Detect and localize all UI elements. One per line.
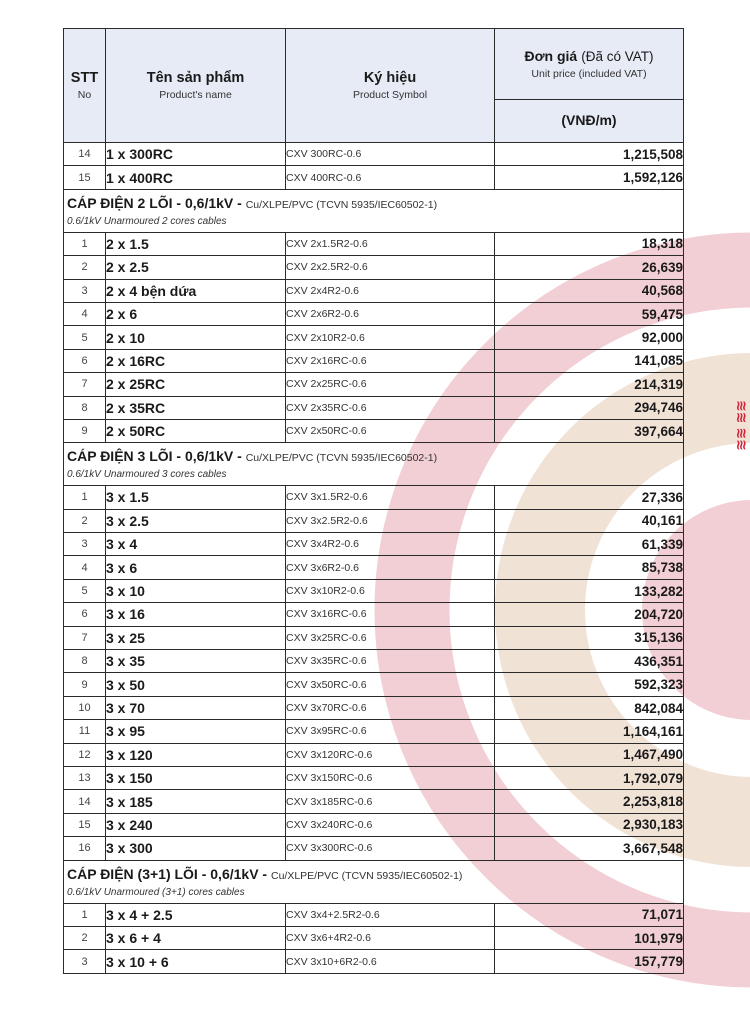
row-unit-price: 85,738 bbox=[495, 556, 684, 579]
row-stt: 10 bbox=[64, 696, 106, 719]
table-row bbox=[64, 533, 684, 556]
row-stt: 13 bbox=[64, 766, 106, 789]
row-unit-price: 294,746 bbox=[495, 396, 684, 419]
row-product-symbol: CXV 3x2.5R2-0.6 bbox=[286, 509, 495, 532]
table-row bbox=[64, 950, 684, 973]
header-unit bbox=[495, 100, 684, 143]
header-stt-label: STT bbox=[70, 70, 99, 86]
row-stt: 5 bbox=[64, 579, 106, 602]
row-product-symbol: CXV 2x35RC-0.6 bbox=[286, 396, 495, 419]
table-row bbox=[64, 396, 684, 419]
row-product-symbol: CXV 3x300RC-0.6 bbox=[286, 837, 495, 860]
row-product-symbol: CXV 3x6+4R2-0.6 bbox=[286, 926, 495, 949]
row-product-symbol: CXV 3x10R2-0.6 bbox=[286, 579, 495, 602]
row-stt: 7 bbox=[64, 373, 106, 396]
row-product-name: 3 x 4 bbox=[106, 533, 286, 556]
row-product-symbol: CXV 3x70RC-0.6 bbox=[286, 696, 495, 719]
row-stt: 7 bbox=[64, 626, 106, 649]
row-stt: 14 bbox=[64, 143, 106, 166]
header-name-sub: Product's name bbox=[159, 89, 232, 101]
table-row bbox=[64, 256, 684, 279]
row-product-name: 3 x 35 bbox=[106, 650, 286, 673]
row-unit-price: 141,085 bbox=[495, 349, 684, 372]
row-product-name: 3 x 95 bbox=[106, 720, 286, 743]
table-row bbox=[64, 813, 684, 836]
table-row bbox=[64, 279, 684, 302]
row-unit-price: 204,720 bbox=[495, 603, 684, 626]
row-product-name: 3 x 240 bbox=[106, 813, 286, 836]
table-row bbox=[64, 556, 684, 579]
row-product-name: 2 x 35RC bbox=[106, 396, 286, 419]
row-unit-price: 592,323 bbox=[495, 673, 684, 696]
row-unit-price: 214,319 bbox=[495, 373, 684, 396]
section-header bbox=[64, 443, 684, 486]
table-row bbox=[64, 720, 684, 743]
row-product-symbol: CXV 3x25RC-0.6 bbox=[286, 626, 495, 649]
table-row bbox=[64, 626, 684, 649]
row-product-name: 3 x 6 bbox=[106, 556, 286, 579]
row-unit-price: 40,161 bbox=[495, 509, 684, 532]
row-product-name: 3 x 185 bbox=[106, 790, 286, 813]
row-stt: 2 bbox=[64, 926, 106, 949]
row-unit-price: 18,318 bbox=[495, 232, 684, 255]
section-subtitle-en: 0.6/1kV Unarmoured 3 cores cables bbox=[67, 469, 227, 481]
row-stt: 15 bbox=[64, 813, 106, 836]
table-row bbox=[64, 302, 684, 325]
header-symbol bbox=[286, 29, 495, 143]
price-table-body bbox=[64, 143, 684, 974]
row-product-name: 1 x 400RC bbox=[106, 166, 286, 189]
row-product-symbol: CXV 3x95RC-0.6 bbox=[286, 720, 495, 743]
table-row bbox=[64, 926, 684, 949]
row-stt: 6 bbox=[64, 349, 106, 372]
row-product-name: 3 x 150 bbox=[106, 766, 286, 789]
row-stt: 6 bbox=[64, 603, 106, 626]
header-price-label: Đơn giá bbox=[524, 48, 578, 64]
row-product-name: 2 x 1.5 bbox=[106, 232, 286, 255]
table-row bbox=[64, 143, 684, 166]
section-header-cell bbox=[64, 189, 684, 232]
row-product-name: 2 x 10 bbox=[106, 326, 286, 349]
table-row bbox=[64, 349, 684, 372]
row-unit-price: 27,336 bbox=[495, 486, 684, 509]
row-stt: 1 bbox=[64, 486, 106, 509]
row-product-symbol: CXV 3x16RC-0.6 bbox=[286, 603, 495, 626]
row-unit-price: 92,000 bbox=[495, 326, 684, 349]
red-stamp-mark: ≋≋ ≋≋ bbox=[734, 400, 750, 451]
row-stt: 9 bbox=[64, 673, 106, 696]
table-row bbox=[64, 903, 684, 926]
row-product-symbol: CXV 3x120RC-0.6 bbox=[286, 743, 495, 766]
row-unit-price: 133,282 bbox=[495, 579, 684, 602]
row-product-name: 3 x 70 bbox=[106, 696, 286, 719]
row-product-symbol: CXV 2x25RC-0.6 bbox=[286, 373, 495, 396]
row-unit-price: 40,568 bbox=[495, 279, 684, 302]
section-header-cell bbox=[64, 443, 684, 486]
row-unit-price: 2,253,818 bbox=[495, 790, 684, 813]
row-product-symbol: CXV 3x4+2.5R2-0.6 bbox=[286, 903, 495, 926]
table-row bbox=[64, 603, 684, 626]
header-price-sub: Unit price (included VAT) bbox=[531, 68, 647, 80]
table-row bbox=[64, 232, 684, 255]
row-stt: 4 bbox=[64, 556, 106, 579]
row-product-name: 1 x 300RC bbox=[106, 143, 286, 166]
row-product-name: 3 x 300 bbox=[106, 837, 286, 860]
section-subtitle-en: 0.6/1kV Unarmoured 2 cores cables bbox=[67, 215, 227, 227]
row-unit-price: 26,639 bbox=[495, 256, 684, 279]
row-product-symbol: CXV 2x10R2-0.6 bbox=[286, 326, 495, 349]
table-row bbox=[64, 579, 684, 602]
row-product-name: 2 x 25RC bbox=[106, 373, 286, 396]
row-product-symbol: CXV 3x6R2-0.6 bbox=[286, 556, 495, 579]
row-product-symbol: CXV 2x2.5R2-0.6 bbox=[286, 256, 495, 279]
row-stt: 1 bbox=[64, 903, 106, 926]
row-stt: 15 bbox=[64, 166, 106, 189]
section-title: CÁP ĐIỆN 2 LÕI - 0,6/1kV - bbox=[67, 194, 246, 211]
header-stt-sub: No bbox=[77, 89, 92, 101]
row-product-name: 2 x 6 bbox=[106, 302, 286, 325]
row-product-name: 2 x 16RC bbox=[106, 349, 286, 372]
row-stt: 1 bbox=[64, 232, 106, 255]
row-product-name: 3 x 6 + 4 bbox=[106, 926, 286, 949]
row-stt: 11 bbox=[64, 720, 106, 743]
row-product-symbol: CXV 3x240RC-0.6 bbox=[286, 813, 495, 836]
row-product-symbol: CXV 2x6R2-0.6 bbox=[286, 302, 495, 325]
table-row bbox=[64, 673, 684, 696]
row-unit-price: 71,071 bbox=[495, 903, 684, 926]
table-row bbox=[64, 373, 684, 396]
header-symbol-label: Ký hiệu bbox=[363, 70, 417, 86]
row-product-name: 2 x 2.5 bbox=[106, 256, 286, 279]
row-stt: 4 bbox=[64, 302, 106, 325]
price-table bbox=[63, 28, 684, 974]
row-product-symbol: CXV 400RC-0.6 bbox=[286, 166, 495, 189]
row-unit-price: 2,930,183 bbox=[495, 813, 684, 836]
row-product-name: 2 x 4 bện dứa bbox=[106, 279, 286, 302]
table-row bbox=[64, 696, 684, 719]
section-spec: Cu/XLPE/PVC (TCVN 5935/IEC60502-1) bbox=[245, 198, 438, 211]
row-product-symbol: CXV 3x150RC-0.6 bbox=[286, 766, 495, 789]
row-product-name: 3 x 2.5 bbox=[106, 509, 286, 532]
section-spec: Cu/XLPE/PVC (TCVN 5935/IEC60502-1) bbox=[270, 869, 463, 882]
row-unit-price: 1,592,126 bbox=[495, 166, 684, 189]
row-stt: 2 bbox=[64, 509, 106, 532]
row-unit-price: 842,084 bbox=[495, 696, 684, 719]
row-unit-price: 157,779 bbox=[495, 950, 684, 973]
section-subtitle-en: 0.6/1kV Unarmoured (3+1) cores cables bbox=[67, 886, 245, 898]
row-stt: 3 bbox=[64, 950, 106, 973]
section-title: CÁP ĐIỆN (3+1) LÕI - 0,6/1kV - bbox=[67, 865, 271, 882]
row-product-name: 3 x 25 bbox=[106, 626, 286, 649]
row-product-name: 3 x 1.5 bbox=[106, 486, 286, 509]
row-stt: 12 bbox=[64, 743, 106, 766]
section-header bbox=[64, 189, 684, 232]
row-product-name: 3 x 10 + 6 bbox=[106, 950, 286, 973]
row-product-symbol: CXV 3x185RC-0.6 bbox=[286, 790, 495, 813]
table-row bbox=[64, 766, 684, 789]
row-stt: 8 bbox=[64, 650, 106, 673]
header-unit-label: (VNĐ/m) bbox=[561, 112, 617, 128]
header-symbol-sub: Product Symbol bbox=[352, 89, 428, 101]
row-stt: 3 bbox=[64, 279, 106, 302]
row-unit-price: 1,792,079 bbox=[495, 766, 684, 789]
row-unit-price: 59,475 bbox=[495, 302, 684, 325]
table-row bbox=[64, 419, 684, 442]
row-product-symbol: CXV 3x50RC-0.6 bbox=[286, 673, 495, 696]
row-product-symbol: CXV 3x1.5R2-0.6 bbox=[286, 486, 495, 509]
row-product-symbol: CXV 3x4R2-0.6 bbox=[286, 533, 495, 556]
section-header bbox=[64, 860, 684, 903]
row-product-name: 3 x 120 bbox=[106, 743, 286, 766]
header-name bbox=[106, 29, 286, 143]
section-spec: Cu/XLPE/PVC (TCVN 5935/IEC60502-1) bbox=[245, 452, 438, 465]
header-name-label: Tên sản phẩm bbox=[146, 70, 245, 86]
header-price bbox=[495, 29, 684, 100]
table-row bbox=[64, 509, 684, 532]
row-product-symbol: CXV 3x35RC-0.6 bbox=[286, 650, 495, 673]
row-product-name: 2 x 50RC bbox=[106, 419, 286, 442]
row-product-name: 3 x 10 bbox=[106, 579, 286, 602]
row-product-name: 3 x 16 bbox=[106, 603, 286, 626]
row-unit-price: 61,339 bbox=[495, 533, 684, 556]
row-unit-price: 1,215,508 bbox=[495, 143, 684, 166]
section-title: CÁP ĐIỆN 3 LÕI - 0,6/1kV - bbox=[67, 448, 246, 465]
table-row bbox=[64, 326, 684, 349]
row-product-name: 3 x 4 + 2.5 bbox=[106, 903, 286, 926]
row-product-symbol: CXV 300RC-0.6 bbox=[286, 143, 495, 166]
row-stt: 3 bbox=[64, 533, 106, 556]
row-unit-price: 397,664 bbox=[495, 419, 684, 442]
row-product-symbol: CXV 2x1.5R2-0.6 bbox=[286, 232, 495, 255]
row-stt: 8 bbox=[64, 396, 106, 419]
header-price-paren: (Đã có VAT) bbox=[581, 49, 654, 64]
table-row bbox=[64, 837, 684, 860]
row-unit-price: 101,979 bbox=[495, 926, 684, 949]
row-product-symbol: CXV 3x10+6R2-0.6 bbox=[286, 950, 495, 973]
section-header-cell bbox=[64, 860, 684, 903]
table-row bbox=[64, 790, 684, 813]
row-stt: 14 bbox=[64, 790, 106, 813]
row-unit-price: 315,136 bbox=[495, 626, 684, 649]
row-stt: 16 bbox=[64, 837, 106, 860]
row-stt: 2 bbox=[64, 256, 106, 279]
row-product-symbol: CXV 2x16RC-0.6 bbox=[286, 349, 495, 372]
table-row bbox=[64, 650, 684, 673]
row-stt: 5 bbox=[64, 326, 106, 349]
row-unit-price: 3,667,548 bbox=[495, 837, 684, 860]
row-unit-price: 1,164,161 bbox=[495, 720, 684, 743]
row-stt: 9 bbox=[64, 419, 106, 442]
row-unit-price: 1,467,490 bbox=[495, 743, 684, 766]
table-row bbox=[64, 743, 684, 766]
row-product-name: 3 x 50 bbox=[106, 673, 286, 696]
row-product-symbol: CXV 2x4R2-0.6 bbox=[286, 279, 495, 302]
row-product-symbol: CXV 2x50RC-0.6 bbox=[286, 419, 495, 442]
header-stt bbox=[64, 29, 106, 143]
table-row bbox=[64, 166, 684, 189]
table-row bbox=[64, 486, 684, 509]
row-unit-price: 436,351 bbox=[495, 650, 684, 673]
